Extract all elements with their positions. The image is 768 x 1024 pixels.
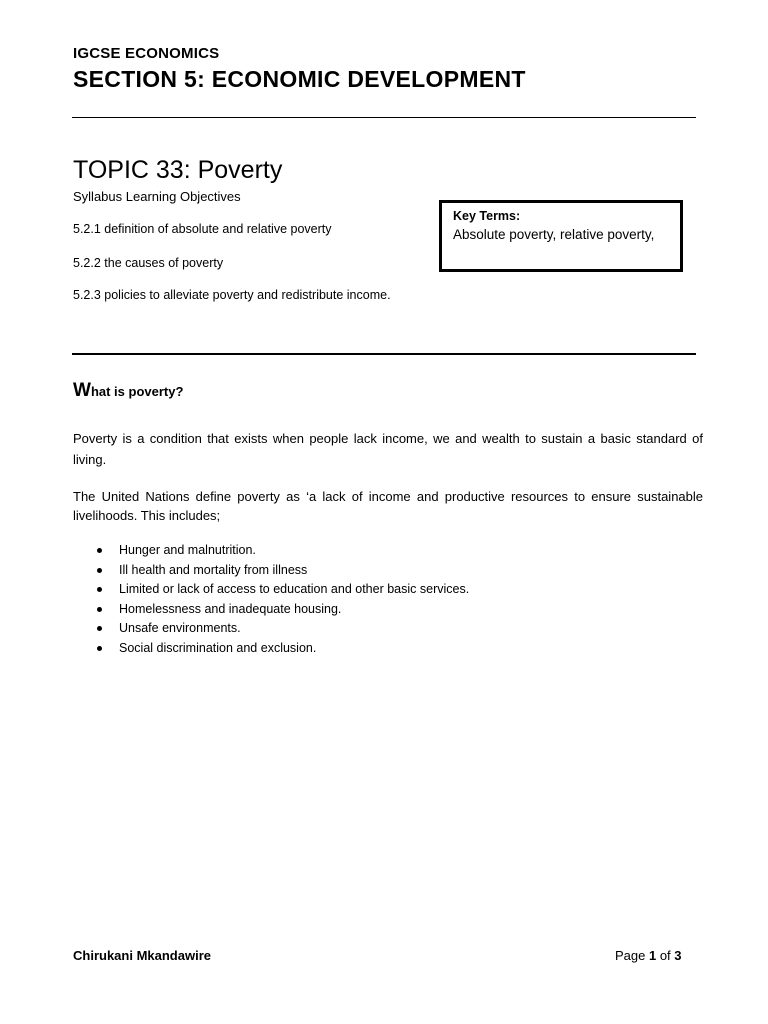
key-terms-label: Key Terms: (453, 209, 521, 223)
bullet-icon (97, 607, 102, 612)
heading-initial: W (73, 380, 91, 401)
poverty-list (97, 541, 469, 658)
page-number: Page 1 of 3 (615, 948, 682, 963)
bullet-icon (97, 568, 102, 573)
header-divider (72, 117, 696, 118)
section-title: SECTION 5: ECONOMIC DEVELOPMENT (73, 66, 526, 92)
section-divider (72, 353, 696, 355)
course-title: IGCSE ECONOMICS (73, 45, 220, 62)
page-current: 1 (648, 948, 657, 963)
list-item: Homelessness and inadequate housing. (97, 600, 469, 620)
paragraph-un-definition: The United Nations define poverty as ‘a lack of income and productive resources to ensure sustainable livelihoods. This includes; (73, 489, 703, 523)
list-item: Hunger and malnutrition. (97, 541, 469, 561)
page-total: 3 (674, 948, 682, 963)
bullet-icon (97, 646, 102, 651)
topic-title: TOPIC 33: Poverty (73, 156, 283, 184)
list-item: Limited or lack of access to education and other basic services. (97, 580, 469, 600)
bullet-icon (97, 626, 102, 631)
footer-author: Chirukani Mkandawire (73, 948, 211, 963)
objectives-heading: Syllabus Learning Objectives (73, 189, 241, 204)
bullet-icon (97, 548, 102, 553)
question-heading (73, 380, 183, 402)
objective-3: 5.2.3 policies to alleviate poverty and redistribute income. (73, 288, 391, 302)
objective-2: 5.2.2 the causes of poverty (73, 256, 224, 270)
objective-1: 5.2.1 definition of absolute and relative poverty (73, 222, 332, 236)
paragraph-definition: Poverty is a condition that exists when people lack income, we and wealth to sustain a basic standard of living. (73, 431, 703, 467)
list-item: Unsafe environments. (97, 619, 469, 639)
list-item: Ill health and mortality from illness (97, 561, 469, 581)
heading-rest: hat is poverty? (90, 384, 184, 399)
list-item: Social discrimination and exclusion. (97, 639, 469, 659)
key-terms-box (439, 200, 683, 272)
bullet-icon (97, 587, 102, 592)
key-terms-value: Absolute poverty, relative poverty, (453, 227, 655, 242)
